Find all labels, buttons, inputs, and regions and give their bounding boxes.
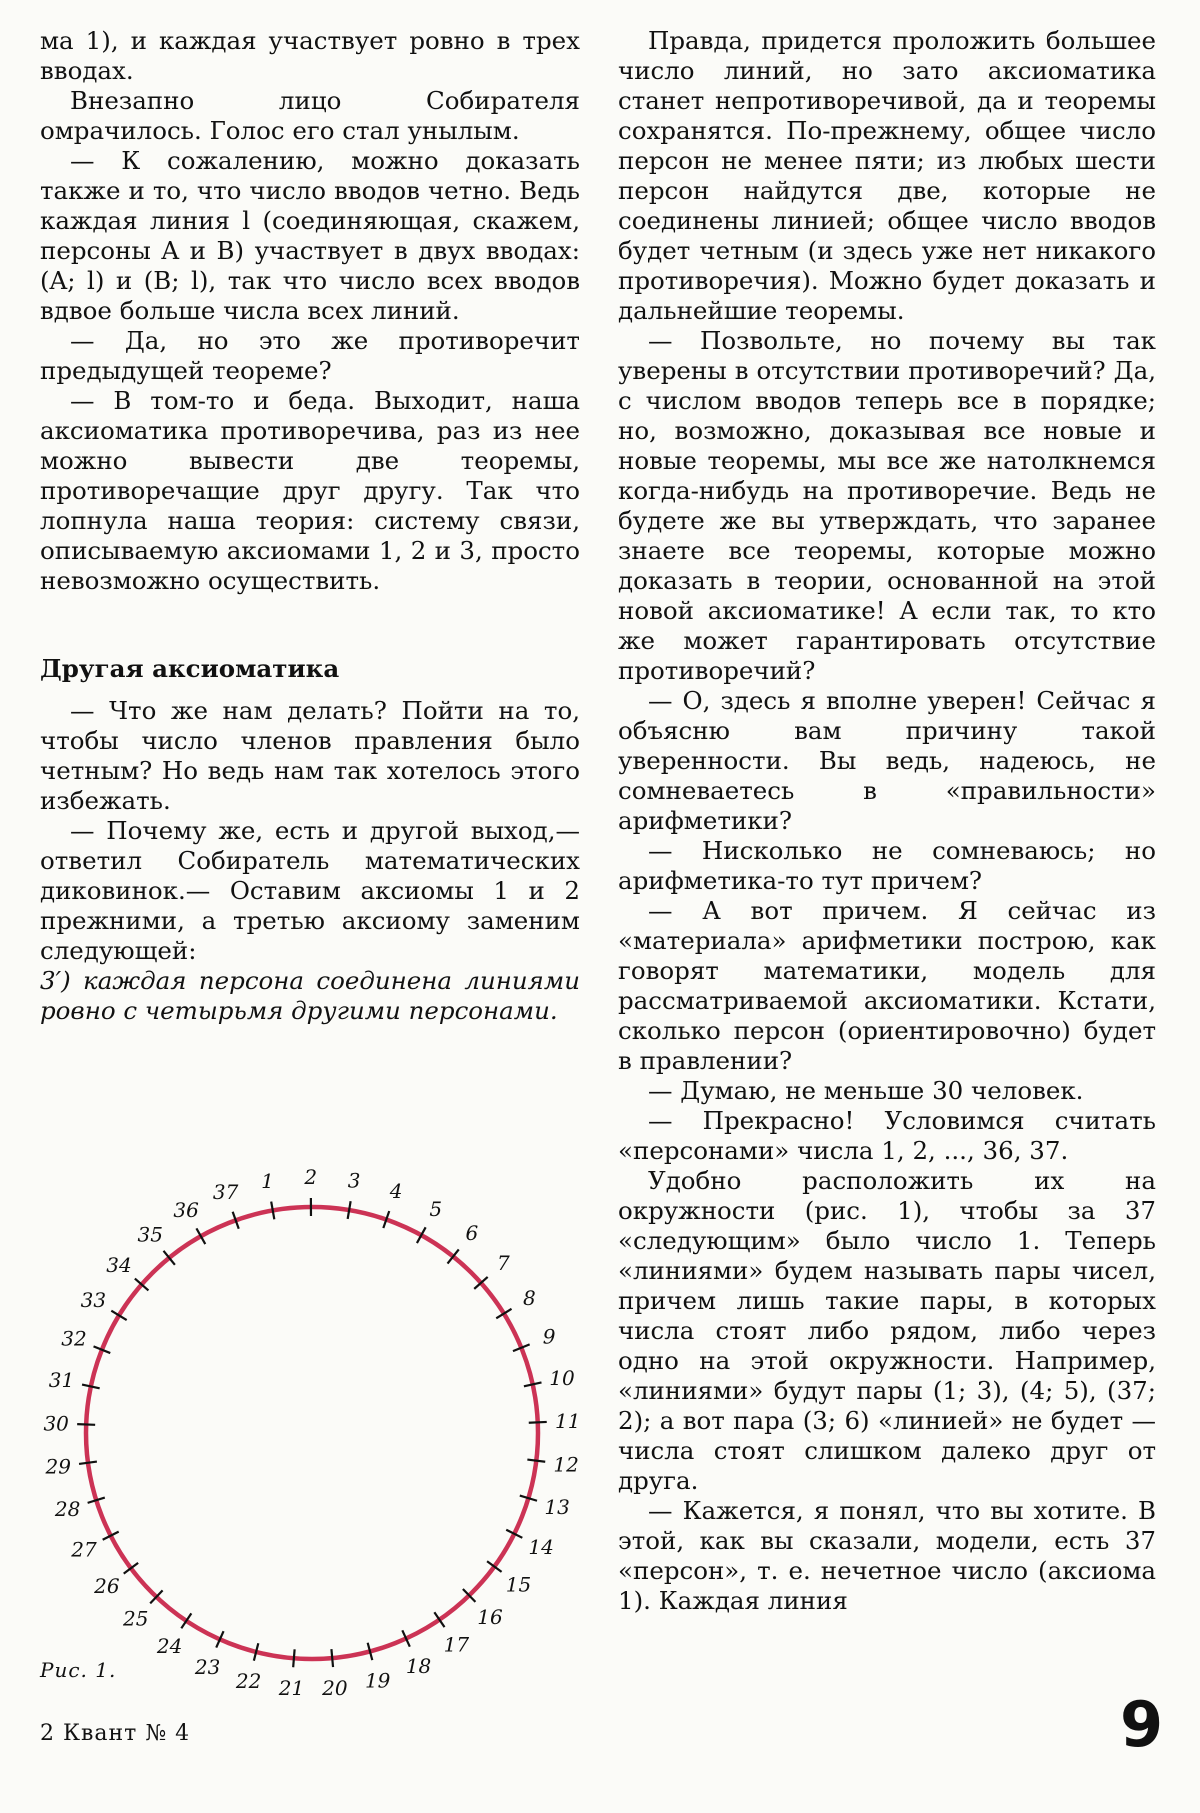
tick-label: 5 <box>429 1196 443 1221</box>
circle-ticks <box>77 1198 547 1667</box>
tick-label: 12 <box>553 1452 579 1477</box>
tick-mark <box>79 1462 97 1464</box>
tick-label: 13 <box>544 1494 570 1519</box>
paragraph: — Прекрасно! Условимся считать «персонами» числа 1, 2, ..., 36, 37. <box>618 1106 1156 1165</box>
paragraph: — Почему же, есть и другой выход,— ответил Собиратель математических диковинок.— Оставим аксиомы 1 и 2 прежними, а третью аксиому заменим следующей: <box>40 816 580 965</box>
tick-label: 27 <box>71 1537 97 1562</box>
tick-label: 29 <box>45 1454 71 1479</box>
paragraph: — Что же нам делать? Пойти на то, чтобы число членов правления было четным? Но ведь нам так хотелось этого избежать. <box>40 696 580 815</box>
tick-label: 28 <box>54 1497 81 1522</box>
paragraph: Правда, придется проложить большее число линий, но зато аксиоматика станет непротиворечивой, да и теоремы сохранятся. По-прежнему, общее число персон не менее пяти; из любых шести персон найдутся две, которые не соединены линией; общее число вводов будет четным (и здесь уже нет никакого противоречия). Можно будет доказать и дальнейшие теоремы. <box>618 26 1156 325</box>
tick-label: 18 <box>405 1653 432 1678</box>
tick-mark <box>293 1649 294 1667</box>
tick-label: 24 <box>156 1633 183 1658</box>
tick-label: 9 <box>542 1324 556 1349</box>
paragraph: Внезапно лицо Собирателя омрачилось. Голос его стал унылым. <box>40 86 580 145</box>
paragraph: — Нисколько не сомневаюсь; но арифметика-то тут причем? <box>618 836 1156 895</box>
figure-caption: Рис. 1. <box>40 1658 117 1682</box>
tick-label: 15 <box>505 1572 532 1597</box>
paragraph: Удобно расположить их на окружности (рис. 1), чтобы за 37 «следующим» было число 1. Теперь «линиями» будем называть пары чисел, причем лишь такие пары, в которых числа стоят либо рядом, либо через одно на этой окружности. Например, «линиями» будут пары (1; 3), (4; 5), (37; 2); а вот пара (3; 6) «линией» не будет — числа стоят слишком далеко друг от друга. <box>618 1166 1156 1495</box>
tick-label: 23 <box>194 1654 221 1679</box>
tick-label: 20 <box>322 1675 348 1700</box>
paragraph: ма 1), и каждая участвует ровно в трех вводах. <box>40 26 580 85</box>
circle-labels <box>43 1165 580 1700</box>
tick-label: 35 <box>137 1222 163 1247</box>
right-column <box>618 26 1156 1616</box>
signature-mark: 2 Квант № 4 <box>40 1721 191 1746</box>
tick-label: 19 <box>364 1668 391 1693</box>
paragraph: — В том-то и беда. Выходит, наша аксиоматика противоречива, раз из нее можно вывести две теоремы, противоречащие друг другу. Так что лопнула наша теория: систему связи, описываемую аксиомами 1, 2 и 3, просто невозможно осуществить. <box>40 386 580 595</box>
tick-label: 21 <box>278 1676 305 1701</box>
left-column <box>40 26 580 1026</box>
tick-label: 8 <box>522 1285 536 1310</box>
tick-label: 2 <box>304 1165 318 1190</box>
tick-label: 4 <box>389 1179 403 1204</box>
tick-label: 32 <box>61 1326 87 1351</box>
tick-label: 30 <box>43 1411 69 1436</box>
circle-figure <box>22 1140 582 1701</box>
tick-mark <box>271 1202 274 1220</box>
tick-mark <box>529 1422 547 1423</box>
tick-mark <box>331 1649 333 1667</box>
tick-label: 25 <box>123 1606 149 1631</box>
tick-label: 37 <box>212 1180 239 1205</box>
axiom-text: 3′) каждая персона соединена линиями ровно с четырьмя другими персонами. <box>40 966 580 1025</box>
section-title: Другая аксиоматика <box>40 654 340 683</box>
tick-mark <box>77 1424 95 1425</box>
tick-mark <box>348 1201 351 1219</box>
paragraph: — К сожалению, можно доказать также и то, что число вводов четно. Ведь каждая линия l (соединяющая, скажем, персоны A и B) участвует в двух вводах: (A; l) и (B; l), так что число всех вводов вдвое больше числа всех линий. <box>40 146 580 325</box>
tick-label: 3 <box>347 1168 361 1193</box>
tick-label: 36 <box>173 1198 199 1223</box>
tick-label: 7 <box>497 1250 510 1275</box>
tick-label: 11 <box>554 1408 581 1433</box>
paragraph: — А вот причем. Я сейчас из «материала» арифметики построю, как говорят математики, модель для рассматриваемой аксиоматики. Кстати, сколько персон (ориентировочно) будет в правлении? <box>618 896 1156 1075</box>
tick-label: 26 <box>94 1574 120 1599</box>
paragraph: — Кажется, я понял, что вы хотите. В этой, как вы сказали, модели, есть 37 «персон», т. е. нечетное число (аксиома 1). Каждая линия <box>618 1496 1156 1615</box>
page-number: 9 <box>1120 1688 1164 1761</box>
tick-label: 10 <box>549 1365 575 1390</box>
paragraph: — Да, но это же противоречит предыдущей теореме? <box>40 326 580 385</box>
tick-label: 31 <box>48 1368 75 1393</box>
tick-label: 33 <box>80 1287 107 1312</box>
tick-label: 22 <box>235 1669 262 1694</box>
paragraph: — О, здесь я вполне уверен! Сейчас я объясню вам причину такой уверенности. Вы ведь, надеюсь, не сомневаетесь в «правильности» арифметики? <box>618 686 1156 835</box>
tick-label: 14 <box>528 1535 554 1560</box>
paragraph: — Думаю, не меньше 30 человек. <box>648 1076 1084 1105</box>
paragraph: — Позвольте, но почему вы так уверены в отсутствии противоречий? Да, с числом вводов теперь все в порядке; но, возможно, доказывая все новые и новые теоремы, мы все же натолкнемся когда-нибудь на противоречие. Ведь не будете же вы утверждать, что заранее знаете все теоремы, которые можно доказать в теории, основанной на этой новой аксиоматике! А если так, то кто же может гарантировать отсутствие противоречий? <box>618 326 1156 685</box>
tick-label: 1 <box>261 1168 274 1193</box>
number-circle <box>86 1207 538 1659</box>
tick-label: 17 <box>443 1632 470 1657</box>
tick-label: 34 <box>106 1252 132 1277</box>
tick-label: 6 <box>465 1221 479 1246</box>
tick-label: 16 <box>477 1604 503 1629</box>
tick-mark <box>527 1460 545 1462</box>
